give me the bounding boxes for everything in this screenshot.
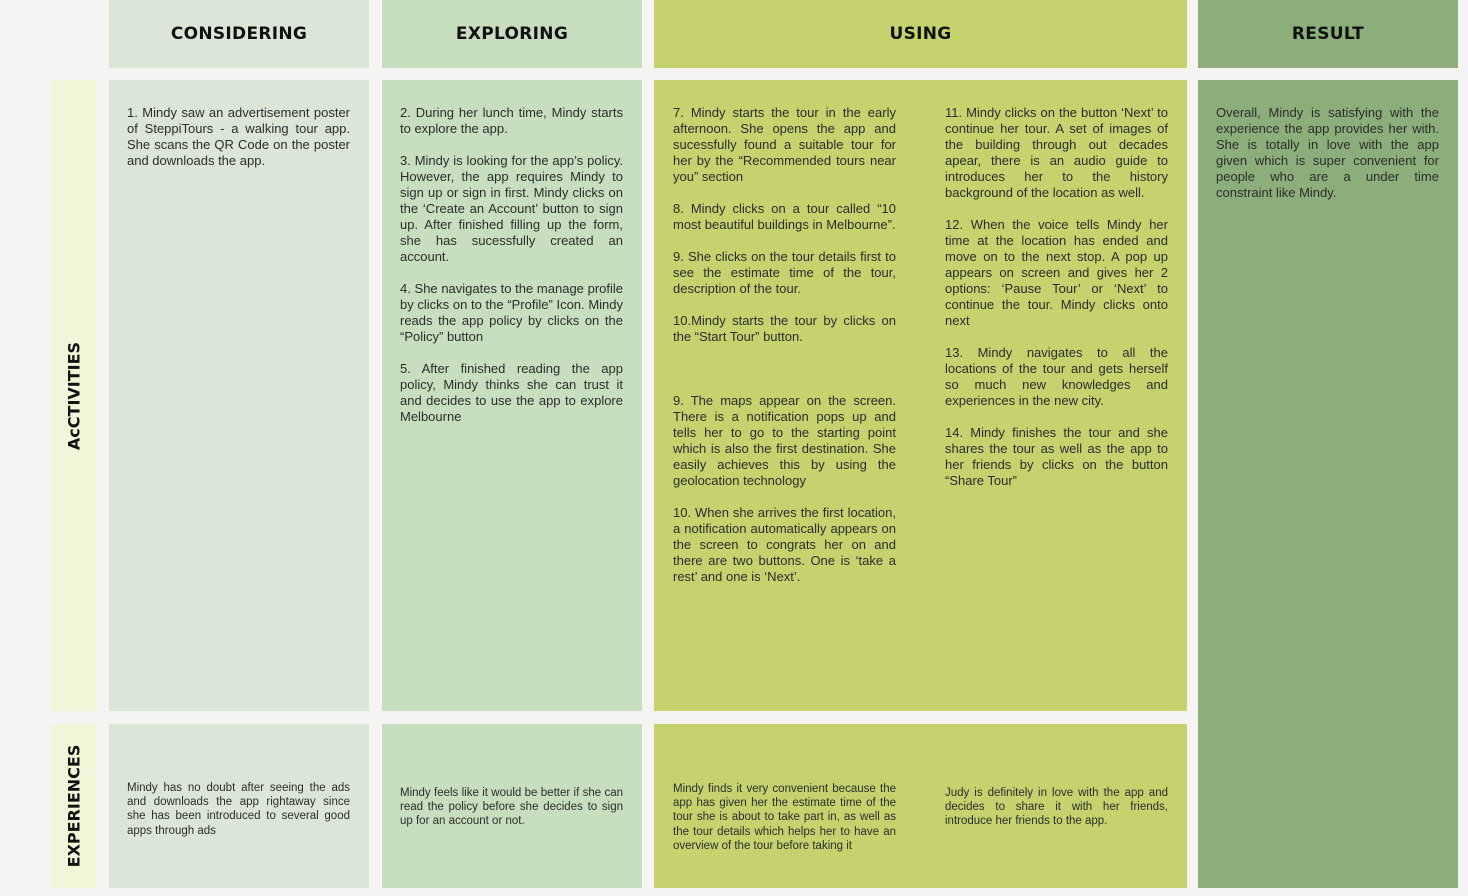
header-exploring-label: EXPLORING bbox=[455, 24, 569, 44]
row-label-experiences-text: EXPERIENCES bbox=[64, 744, 84, 868]
activities-using-left-bottom bbox=[673, 393, 896, 585]
header-exploring bbox=[382, 0, 642, 68]
activity-step: 10.Mindy starts the tour by clicks on the “Start Tour” button. bbox=[673, 313, 896, 344]
result-summary: Overall, Mindy is satisfying with the experience the app provides her with. She is totally in love with the app given which is super convenient for people who are a under time constraint like Mindy. bbox=[1216, 105, 1439, 200]
result-cell bbox=[1198, 80, 1458, 888]
activity-step: 9. She clicks on the tour details first to see the estimate time of the tour, description of the tour. bbox=[673, 249, 896, 296]
row-label-activities bbox=[51, 80, 97, 711]
activity-step: 11. Mindy clicks on the button ‘Next’ to continue her tour. A set of images of the building through out decades apear, there is an audio guide to introduces her to the history background of the location as well. bbox=[945, 105, 1168, 200]
activities-using-left-top bbox=[673, 105, 896, 345]
experiences-considering-cell bbox=[109, 724, 369, 888]
activity-step: 12. When the voice tells Mindy her time at the location has ended and move on to the next stop. A pop up appears on screen and gives her 2 options: ‘Pause Tour’ or ‘Next’ to continue the tour. Mindy clicks onto next bbox=[945, 217, 1168, 328]
activity-step: 5. After finished reading the app policy, Mindy thinks she can trust it and decides to use the app to explore Melbourne bbox=[400, 361, 623, 424]
header-result-label: RESULT bbox=[1291, 24, 1365, 44]
activity-step: 14. Mindy finishes the tour and she shares the tour as well as the app to her friends by clicks on the button “Share Tour” bbox=[945, 425, 1168, 488]
activity-step: 10. When she arrives the first location, a notification automatically appears on the screen to congrats her on and there are two buttons. One is ‘take a rest’ and one is ‘Next’. bbox=[673, 505, 896, 584]
activities-using-cell bbox=[654, 80, 1187, 711]
activities-exploring-text bbox=[400, 105, 623, 425]
experiences-using-cell bbox=[654, 724, 1187, 888]
activity-step: 9. The maps appear on the screen. There is a notification pops up and tells her to go to the starting point which is also the first destination. She easily achieves this by using the geolocation technology bbox=[673, 393, 896, 488]
row-label-experiences bbox=[51, 724, 97, 888]
activity-step: 3. Mindy is looking for the app’s policy. However, the app requires Mindy to sign up or sign in first. Mindy clicks on the ‘Create an Account’ button to sign up. After finished filling up the form, she has sucessfully created an account. bbox=[400, 153, 623, 264]
activity-step: 7. Mindy starts the tour in the early afternoon. She opens the app and sucessfully found a suitable tour for her by the “Recommended tours near you” section bbox=[673, 105, 896, 184]
experience-using-left-text: Mindy finds it very convenient because the app has given her the estimate time of the tour she is about to take part in, as well as the tour details which helps her to have an overview of the tour before taking it bbox=[673, 783, 896, 852]
activities-considering-text bbox=[127, 105, 350, 169]
activities-using-right bbox=[945, 105, 1168, 489]
header-using bbox=[654, 0, 1187, 68]
activities-exploring-cell bbox=[382, 80, 642, 711]
activity-step: 13. Mindy navigates to all the locations of the tour and gets herself so much new knowledges and experiences in the new city. bbox=[945, 345, 1168, 408]
activity-step: 4. She navigates to the manage profile by clicks on to the “Profile” Icon. Mindy reads the app policy by clicks on the “Policy” button bbox=[400, 281, 623, 344]
header-result bbox=[1198, 0, 1458, 68]
result-text bbox=[1216, 105, 1439, 201]
row-label-activities-text: AcCTIVITIES bbox=[64, 341, 84, 450]
experience-using-right-text: Judy is definitely in love with the app and decides to share it with her friends, introduce her friends to the app. bbox=[945, 787, 1168, 828]
activity-step: 2. During her lunch time, Mindy starts to explore the app. bbox=[400, 105, 623, 136]
activities-considering-cell bbox=[109, 80, 369, 711]
experience-exploring-text: Mindy feels like it would be better if she can read the policy before she decides to sign up for an account or not. bbox=[400, 787, 623, 828]
experience-considering-text: Mindy has no doubt after seeing the ads and downloads the app rightaway since she has been introduced to several good apps through ads bbox=[127, 782, 350, 837]
activity-step: 8. Mindy clicks on a tour called “10 most beautiful buildings in Melbourne”. bbox=[673, 201, 896, 232]
header-considering-label: CONSIDERING bbox=[170, 24, 308, 44]
activity-step: 1. Mindy saw an advertisement poster of SteppiTours - a walking tour app. She scans the QR Code on the poster and downloads the app. bbox=[127, 105, 350, 168]
header-considering bbox=[109, 0, 369, 68]
header-using-label: USING bbox=[889, 24, 952, 44]
experiences-exploring-cell bbox=[382, 724, 642, 888]
